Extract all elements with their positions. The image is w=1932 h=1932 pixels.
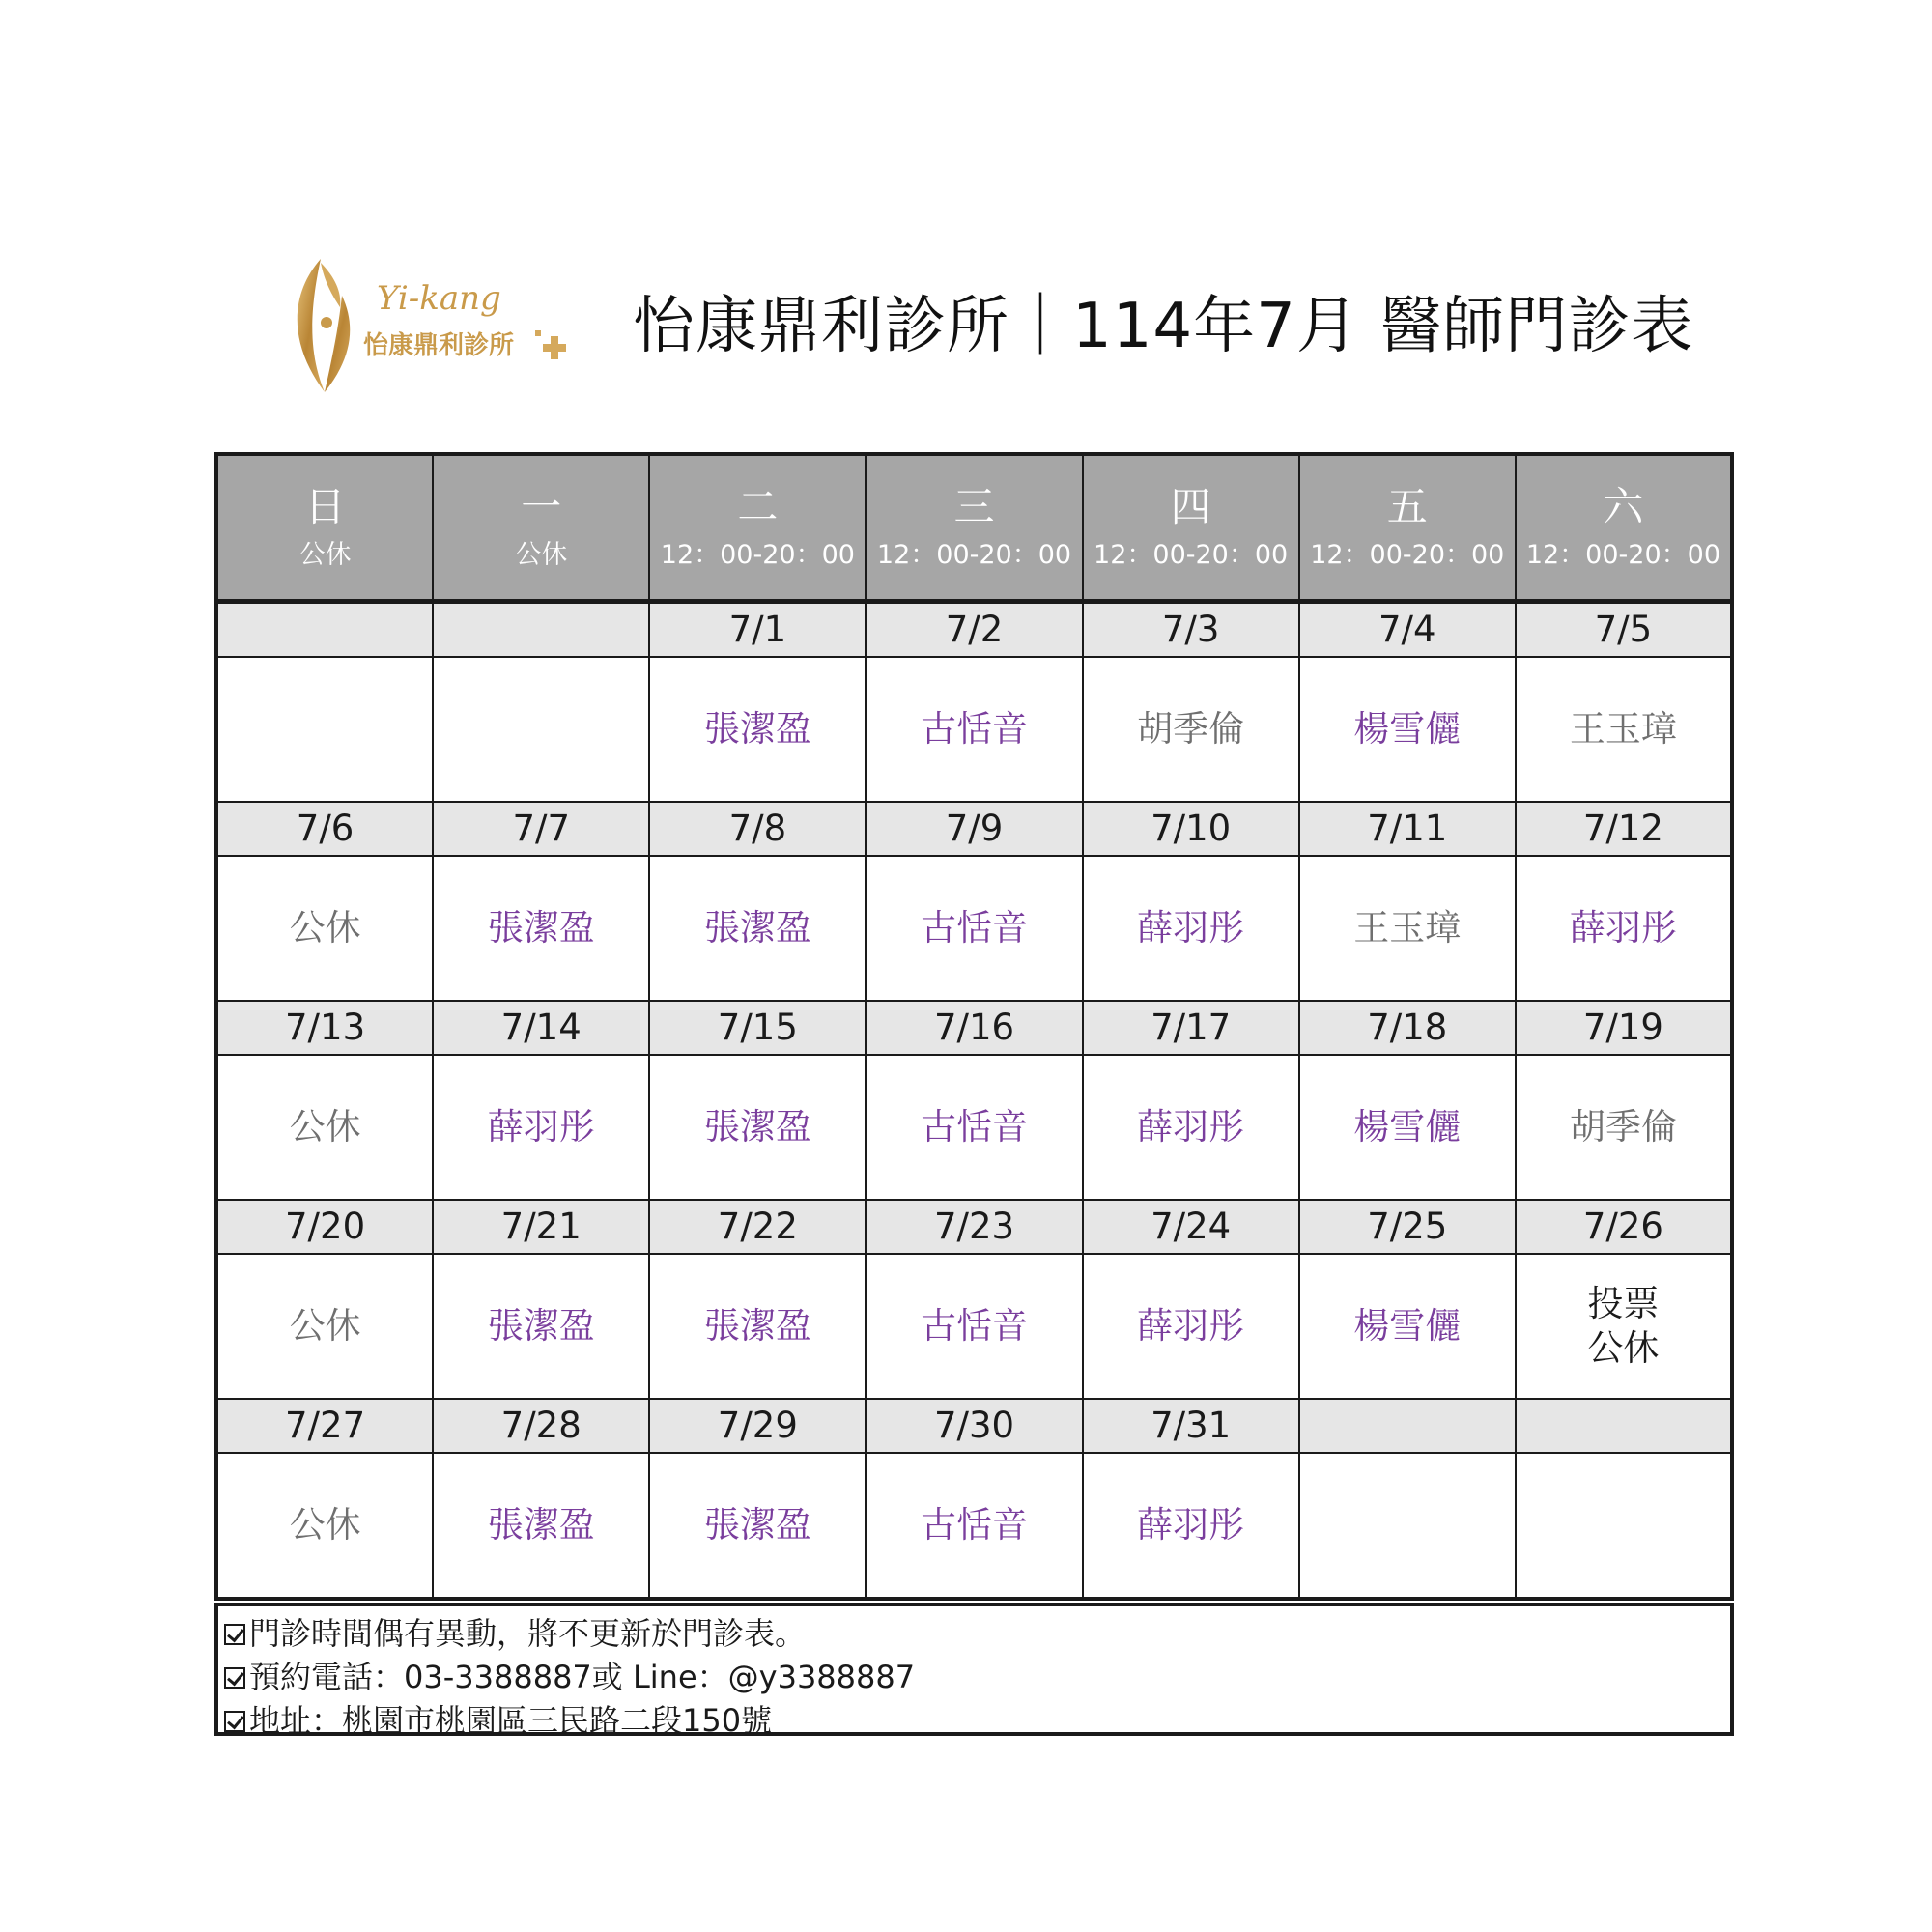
doctor-cell: 張潔盈 [649,1254,866,1399]
doctor-cell: 楊雪儷 [1299,657,1516,802]
date-cell: 7/11 [1299,802,1516,856]
date-cell: 7/22 [649,1200,866,1254]
weekday-header-cell [433,454,649,602]
note-text: 預約電話：03-3388887或 Line：@y3388887 [249,1659,916,1695]
weekday-header-cell [866,454,1082,602]
weekday-header-cell [1083,454,1299,602]
checkbox-icon [224,1667,245,1689]
date-row [216,1399,1732,1453]
doctor-cell: 楊雪儷 [1299,1055,1516,1200]
doctor-cell [1516,1254,1732,1399]
date-cell: 7/18 [1299,1001,1516,1055]
doctor-cell: 古恬音 [866,657,1082,802]
doctor-cell: 張潔盈 [649,657,866,802]
date-cell [1299,1399,1516,1453]
weekday-label: 六 [1603,483,1644,530]
date-cell: 7/29 [649,1399,866,1453]
doctor-cell: 張潔盈 [433,1453,649,1599]
clinic-hours-label: 12：00-20：00 [1310,540,1505,570]
doctor-cell: 張潔盈 [649,1055,866,1200]
doctor-row [216,1453,1732,1599]
doctor-cell: 王玉璋 [1516,657,1732,802]
date-cell: 7/7 [433,802,649,856]
clinic-logo [282,253,572,396]
doctor-cell: 薛羽彤 [1516,856,1732,1001]
date-cell: 7/12 [1516,802,1732,856]
checkbox-icon [224,1711,245,1732]
weekday-header-cell [1299,454,1516,602]
doctor-cell [1299,1453,1516,1599]
doctor-cell: 薛羽彤 [1083,1055,1299,1200]
date-cell: 7/1 [649,602,866,658]
date-cell: 7/30 [866,1399,1082,1453]
date-cell: 7/15 [649,1001,866,1055]
doctor-cell: 楊雪儷 [1299,1254,1516,1399]
doctor-cell: 古恬音 [866,1453,1082,1599]
date-cell: 7/25 [1299,1200,1516,1254]
note-text: 地址：桃園市桃園區三民路二段150號 [249,1702,773,1739]
date-cell [1516,1399,1732,1453]
doctor-cell: 張潔盈 [433,856,649,1001]
weekday-header-cell [216,454,433,602]
doctor-cell: 張潔盈 [433,1254,649,1399]
date-cell: 7/10 [1083,802,1299,856]
note-line [224,1612,1730,1656]
date-cell: 7/28 [433,1399,649,1453]
date-cell: 7/21 [433,1200,649,1254]
doctor-cell: 王玉璋 [1299,856,1516,1001]
date-cell: 7/23 [866,1200,1082,1254]
date-cell [216,602,433,658]
date-row [216,1001,1732,1055]
notes-box [214,1603,1734,1739]
doctor-cell: 薛羽彤 [1083,856,1299,1001]
date-cell: 7/19 [1516,1001,1732,1055]
note-line [224,1699,1730,1743]
weekday-label: 三 [953,483,995,530]
doctor-cell: 古恬音 [866,1254,1082,1399]
doctor-cell: 胡季倫 [1083,657,1299,802]
doctor-cell: 張潔盈 [649,1453,866,1599]
date-cell: 7/16 [866,1001,1082,1055]
clinic-hours-label: 12：00-20：00 [1094,540,1289,570]
clinic-hours-label: 12：00-20：00 [660,540,855,570]
doctor-cell: 公休 [216,1055,433,1200]
date-cell: 7/13 [216,1001,433,1055]
weekday-label: 一 [521,483,562,530]
date-cell: 7/6 [216,802,433,856]
date-cell: 7/17 [1083,1001,1299,1055]
date-cell: 7/26 [1516,1200,1732,1254]
date-row [216,602,1732,658]
date-cell: 7/4 [1299,602,1516,658]
page-title: 怡康鼎利診所｜114年7月 醫師門診表 [633,291,1694,362]
doctor-cell: 公休 [216,1254,433,1399]
doctor-cell: 古恬音 [866,1055,1082,1200]
weekday-label: 二 [737,483,779,530]
logo-text-zh: 怡康鼎利診所 [363,331,515,360]
doctor-row [216,1055,1732,1200]
logo-text-en: Yi-kang [377,279,501,318]
doctor-cell [433,657,649,802]
doctor-cell: 胡季倫 [1516,1055,1732,1200]
clinic-hours-label: 12：00-20：00 [876,540,1072,570]
weekday-label: 四 [1170,483,1211,530]
date-row [216,802,1732,856]
weekday-header-cell [1516,454,1732,602]
date-cell: 7/20 [216,1200,433,1254]
weekday-header-cell [649,454,866,602]
doctor-row [216,657,1732,802]
weekday-label: 五 [1386,483,1428,530]
doctor-cell: 古恬音 [866,856,1082,1001]
doctor-row [216,856,1732,1001]
weekday-label: 日 [304,483,346,530]
checkbox-icon [224,1624,245,1645]
doctor-cell: 薛羽彤 [1083,1254,1299,1399]
note-text: 門診時間偶有異動，將不更新於門診表。 [249,1615,807,1652]
doctor-cell: 薛羽彤 [1083,1453,1299,1599]
doctor-cell-line: 投票 [1587,1283,1660,1324]
doctor-cell: 公休 [216,1453,433,1599]
date-cell: 7/5 [1516,602,1732,658]
date-cell: 7/31 [1083,1399,1299,1453]
weekday-header-row [216,454,1732,602]
date-cell: 7/8 [649,802,866,856]
clinic-hours-label: 公休 [298,540,352,570]
clinic-hours-label: 12：00-20：00 [1525,540,1720,570]
date-cell: 7/3 [1083,602,1299,658]
doctor-cell [1516,1453,1732,1599]
date-cell: 7/9 [866,802,1082,856]
date-row [216,1200,1732,1254]
schedule-table [214,452,1734,1601]
date-cell: 7/24 [1083,1200,1299,1254]
clinic-hours-label: 公休 [515,540,568,570]
date-cell: 7/27 [216,1399,433,1453]
doctor-row [216,1254,1732,1399]
doctor-cell-line: 公休 [1587,1327,1660,1369]
date-cell: 7/2 [866,602,1082,658]
doctor-cell: 張潔盈 [649,856,866,1001]
note-line [224,1656,1730,1699]
doctor-cell [216,657,433,802]
date-cell [433,602,649,658]
date-cell: 7/14 [433,1001,649,1055]
doctor-cell: 公休 [216,856,433,1001]
doctor-cell: 薛羽彤 [433,1055,649,1200]
